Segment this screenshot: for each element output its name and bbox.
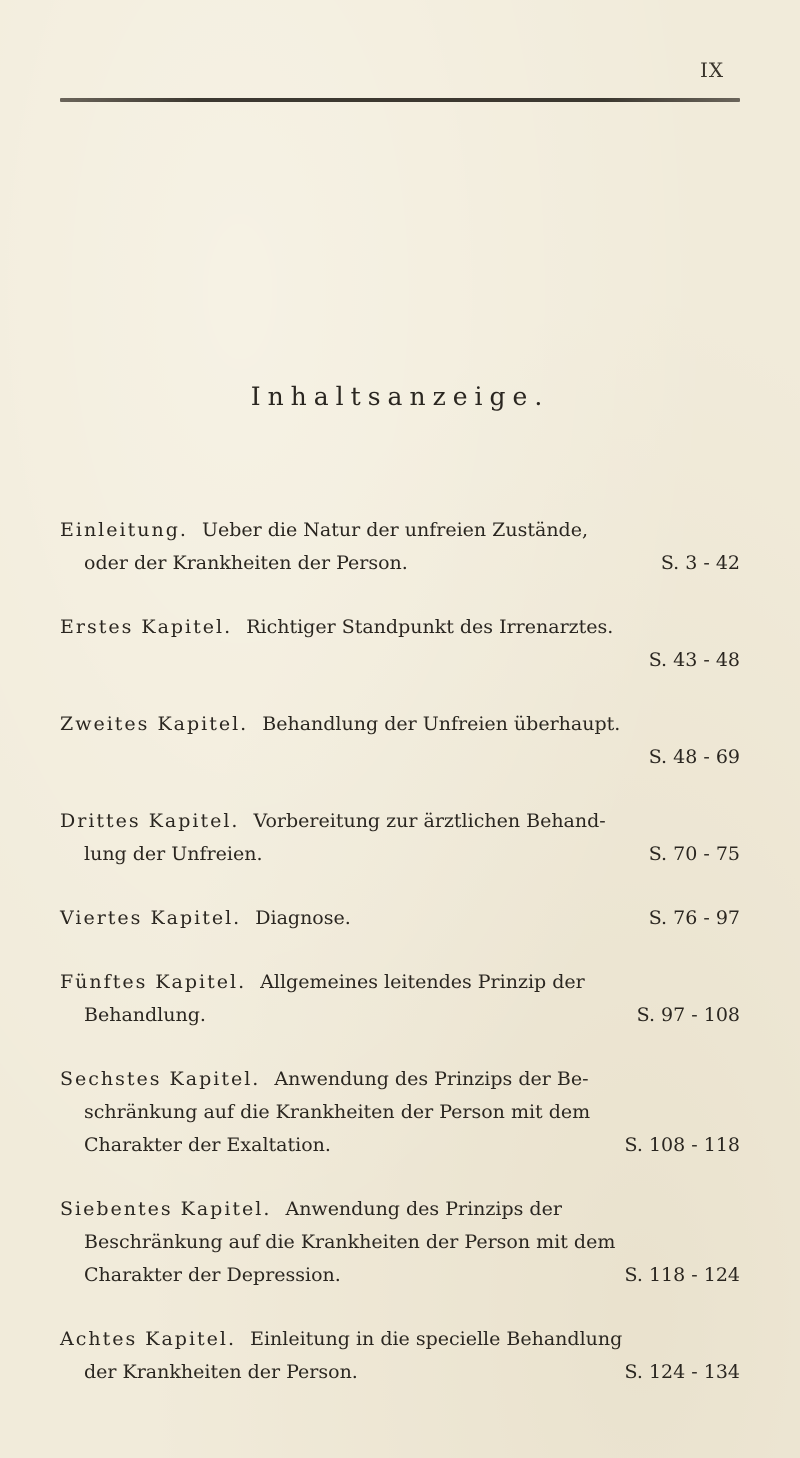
entry-heading: Drittes Kapitel. xyxy=(60,810,240,832)
toc-entry-einleitung xyxy=(60,514,740,580)
entry-text: Anwendung des Prinzips der xyxy=(285,1198,562,1220)
entry-text-continued: oder der Krankheiten der Person. xyxy=(84,552,408,574)
entry-text: Behandlung der Unfreien überhaupt. xyxy=(262,713,621,735)
toc-entry-chapter-6 xyxy=(60,1063,740,1162)
toc-entry-chapter-1 xyxy=(60,611,740,677)
toc-entry-chapter-8 xyxy=(60,1323,740,1389)
entry-heading: Fünftes Kapitel. xyxy=(60,971,247,993)
entry-text-continued: Beschränkung auf die Krankheiten der Person mit dem xyxy=(84,1231,616,1253)
entry-heading: Zweites Kapitel. xyxy=(60,713,249,735)
entry-text-continued: schränkung auf die Krankheiten der Person mit dem xyxy=(84,1101,591,1123)
entry-pages: S. 48 - 69 xyxy=(648,746,740,768)
entry-text-continued: Behandlung. xyxy=(84,1004,206,1026)
entry-text: Vorbereitung zur ärztlichen Behand- xyxy=(253,810,606,832)
toc-entry-chapter-5 xyxy=(60,966,740,1032)
entry-heading: Siebentes Kapitel. xyxy=(60,1198,272,1220)
entry-pages: S. 118 - 124 xyxy=(624,1264,740,1286)
entry-pages: S. 124 - 134 xyxy=(624,1361,740,1383)
entry-pages: S. 43 - 48 xyxy=(648,649,740,671)
entry-heading: Einleitung. xyxy=(60,519,188,541)
page-title: Inhaltsanzeige. xyxy=(250,382,550,411)
entry-text-continued: der Krankheiten der Person. xyxy=(84,1361,358,1383)
entry-text: Allgemeines leitendes Prinzip der xyxy=(260,971,585,993)
entry-heading: Erstes Kapitel. xyxy=(60,616,233,638)
entry-text: Richtiger Standpunkt des Irrenarztes. xyxy=(246,616,614,638)
entry-text: Diagnose. xyxy=(255,907,351,929)
table-of-contents xyxy=(60,514,740,1420)
entry-text: Ueber die Natur der unfreien Zustände, xyxy=(201,519,589,541)
entry-heading: Achtes Kapitel. xyxy=(60,1328,237,1350)
page-number: IX xyxy=(700,58,725,82)
entry-heading: Viertes Kapitel. xyxy=(60,907,242,929)
toc-entry-chapter-3 xyxy=(60,805,740,871)
header-rule xyxy=(60,98,740,102)
entry-pages: S. 108 - 118 xyxy=(624,1134,740,1156)
toc-entry-chapter-4 xyxy=(60,902,740,935)
entry-pages: S. 76 - 97 xyxy=(648,907,740,929)
toc-entry-chapter-2 xyxy=(60,708,740,774)
entry-text: Einleitung in die specielle Behandlung xyxy=(250,1328,623,1350)
entry-pages: S. 70 - 75 xyxy=(648,843,740,865)
entry-text-continued: lung der Unfreien. xyxy=(84,843,263,865)
entry-pages: S. 3 - 42 xyxy=(660,552,740,574)
entry-pages: S. 97 - 108 xyxy=(636,1004,740,1026)
entry-text: Anwendung des Prinzips der Be- xyxy=(274,1068,589,1090)
entry-text-continued: Charakter der Depression. xyxy=(84,1264,341,1286)
toc-entry-chapter-7 xyxy=(60,1193,740,1292)
entry-text-continued: Charakter der Exaltation. xyxy=(84,1134,331,1156)
entry-heading: Sechstes Kapitel. xyxy=(60,1068,261,1090)
